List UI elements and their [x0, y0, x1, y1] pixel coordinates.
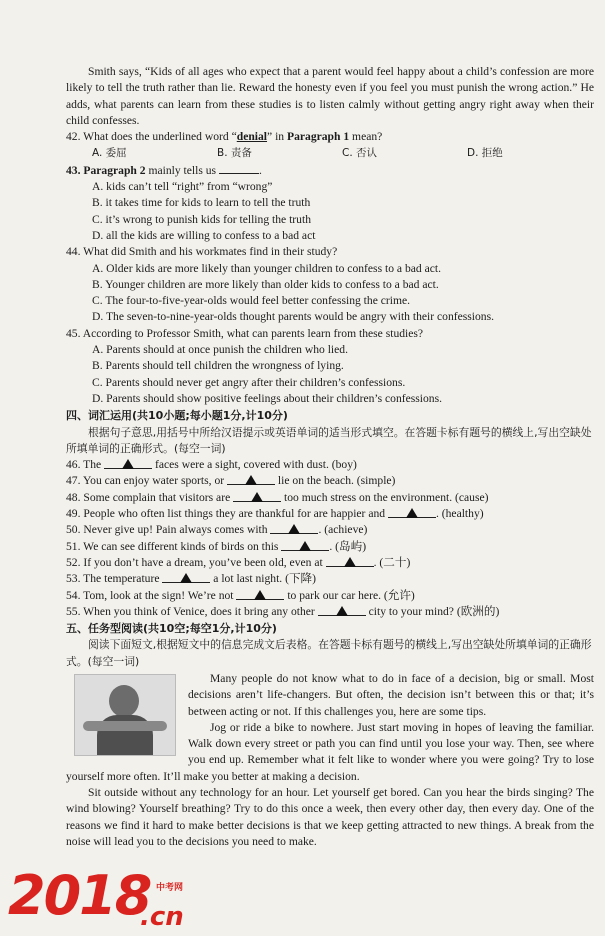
q42-underlined-word: denial [236, 130, 268, 144]
vocab-list [66, 457, 594, 620]
vocab-question-text: 46. The [66, 458, 105, 472]
triangle-marker-icon [254, 590, 266, 600]
q42-options [66, 145, 594, 161]
passage-paragraph-1: Many people do not know what to do in face of a decision, big or small. Most decisions aren’t life-changers. But often, the decision isn’t between this or that; it’s between acting or not. If this challenges you, here are some tips. [188, 671, 594, 718]
q42-stem-pre: 42. What does the underlined word “ [66, 130, 237, 144]
triangle-marker-icon [245, 475, 257, 485]
q43-option-c: C. it’s wrong to punish kids for telling the truth [92, 212, 311, 226]
answer-blank [227, 473, 275, 485]
vocab-question [66, 522, 594, 538]
q43-option-a: A. kids can’t tell “right” from “wrong” [92, 180, 273, 194]
passage-photo [74, 674, 176, 756]
section-4-instruction: 根据句子意思,用括号中所给汉语提示或英语单词的适当形式填空。在答题卡标有题号的横线上,写出空缺处所填单词的正确形式。(每空一词) [66, 425, 592, 455]
question-42 [66, 129, 594, 145]
section-5-title: 五、任务型阅读(共10空;每空1分,计10分) [66, 622, 277, 636]
vocab-question-text: 47. You can enjoy water sports, or [66, 474, 228, 488]
vocab-question [66, 588, 594, 604]
q43-paragraph-ref: 43. Paragraph 2 [66, 163, 146, 177]
vocab-question-text: 55. When you think of Venice, does it bring any other [66, 604, 318, 618]
vocab-question-hint: . (二十) [373, 555, 411, 569]
q42-option-c: C. 否认 [342, 147, 378, 160]
q42-option-b: B. 责备 [217, 147, 252, 160]
vocab-question [66, 473, 594, 489]
answer-blank [236, 588, 284, 600]
triangle-marker-icon [299, 541, 311, 551]
q42-stem-mid: ” in [267, 130, 287, 144]
triangle-marker-icon [406, 508, 418, 518]
answer-blank [326, 555, 374, 567]
triangle-marker-icon [180, 573, 192, 583]
triangle-marker-icon [344, 557, 356, 567]
intro-paragraph: Smith says, “Kids of all ages who expect that a parent would feel happy about a child’s confession are more likely to tell the truth rather than lie. Reward the honesty even if you feel you must punish the wrong action.” He adds, what parents can learn from these studies is to listen calmly without getting angry right away when their child confesses. [66, 65, 594, 127]
section-5-instruction: 阅读下面短文,根据短文中的信息完成文后表格。在答题卡标有题号的横线上,写出空缺处所填单词的正确形式。(每空一词) [66, 638, 592, 668]
vocab-question-hint: to park our car here. (允许) [284, 588, 415, 602]
q43-option-d: D. all the kids are willing to confess to a bad act [92, 228, 316, 242]
q45-option-a: A. Parents should at once punish the children who lied. [92, 343, 348, 357]
answer-blank [270, 522, 318, 534]
vocab-question [66, 539, 594, 555]
q44-option-b: B. Younger children are more likely than older kids to confess to a bad act. [92, 277, 439, 291]
question-43: 43. Paragraph 2 mainly tells us . [66, 163, 262, 177]
answer-blank [104, 457, 152, 469]
vocab-question-text: 51. We can see different kinds of birds on this [66, 539, 282, 553]
vocab-question-hint: a lot last night. (下降) [210, 572, 316, 586]
answer-blank [318, 604, 366, 616]
question-44: 44. What did Smith and his workmates find in their study? [66, 245, 338, 259]
vocab-question-hint: city to your mind? (欧洲的) [365, 604, 500, 618]
q42-stem-post: mean? [349, 130, 383, 144]
vocab-question-text: 50. Never give up! Pain always comes with [66, 523, 271, 537]
triangle-marker-icon [288, 524, 300, 534]
vocab-question-text: 53. The temperature [66, 572, 163, 586]
q42-option-a: A. 委屈 [92, 147, 127, 160]
vocab-question [66, 571, 594, 587]
vocab-question-hint: too much stress on the environment. (cause) [281, 490, 489, 504]
answer-blank [233, 490, 281, 502]
vocab-question-text: 54. Tom, look at the sign! We’re not [66, 588, 237, 602]
triangle-marker-icon [122, 459, 134, 469]
passage-block [66, 671, 594, 850]
question-45: 45. According to Professor Smith, what can parents learn from these studies? [66, 326, 424, 340]
vocab-question-hint: faces were a sight, covered with dust. (boy) [152, 458, 357, 472]
triangle-marker-icon [251, 492, 263, 502]
q43-option-b: B. it takes time for kids to learn to tell the truth [92, 196, 311, 210]
vocab-question-hint: . (achieve) [318, 523, 368, 537]
passage-paragraph-2: Jog or ride a bike to nowhere. Just start moving in hopes of leaving the familiar. Walk down every street or path you can find until you lose your way. Then, see where you end up. Remember what it felt like to wonder where you were going? Try to lose yourself more often. It’ll make you better at making a decision. [66, 720, 594, 783]
section-4-title: 四、词汇运用(共10小题;每小题1分,计10分) [66, 409, 288, 423]
passage-paragraph-3: Sit outside without any technology for an hour. Let yourself get bored. Can you hear the birds singing? The wind blowing? Yourself breathing? Try to do this once a week, then every other day, then every day. One of the reasons we find it hard to make better decisions is that we keep getting attracted to new things. A break from the noise will lead you to the decisions you need to make. [66, 786, 594, 848]
vocab-question-text: 49. People who often list things they are thankful for are happier and [66, 507, 388, 521]
vocab-question [66, 604, 594, 620]
vocab-question-hint: lie on the beach. (simple) [275, 474, 396, 488]
answer-blank [281, 539, 329, 551]
vocab-question [66, 490, 594, 506]
watermark-suffix: .cn [140, 902, 184, 932]
q45-option-c: C. Parents should never get angry after their children’s confessions. [92, 375, 406, 389]
exam-content [66, 64, 594, 850]
q44-option-c: C. The four-to-five-year-olds would feel better confessing the crime. [92, 294, 411, 308]
site-watermark-logo [8, 864, 208, 932]
watermark-number: 2018 [8, 864, 151, 927]
vocab-question [66, 506, 594, 522]
vocab-question [66, 457, 594, 473]
answer-blank [162, 571, 210, 583]
triangle-marker-icon [336, 606, 348, 616]
answer-blank [388, 506, 436, 518]
vocab-question-hint: . (healthy) [435, 507, 484, 521]
q42-option-d: D. 拒绝 [467, 147, 503, 160]
q45-option-b: B. Parents should tell children the wrongness of lying. [92, 359, 344, 373]
watermark-small-text: 中考网 [156, 883, 184, 893]
q42-paragraph-ref: Paragraph 1 [287, 130, 350, 144]
q44-option-a: A. Older kids are more likely than younger children to confess to a bad act. [92, 261, 441, 275]
q45-option-d: D. Parents should show positive feelings about their children’s confessions. [92, 391, 443, 405]
vocab-question-text: 48. Some complain that visitors are [66, 490, 234, 504]
q43-stem: mainly tells us [145, 163, 217, 177]
vocab-question-hint: . (岛屿) [329, 539, 367, 553]
q44-option-d: D. The seven-to-nine-year-olds thought parents would be angry with their confessions. [92, 310, 495, 324]
vocab-question [66, 555, 594, 571]
q43-answer-blank [219, 162, 259, 174]
vocab-question-text: 52. If you don’t have a dream, you’ve been old, even at [66, 555, 326, 569]
